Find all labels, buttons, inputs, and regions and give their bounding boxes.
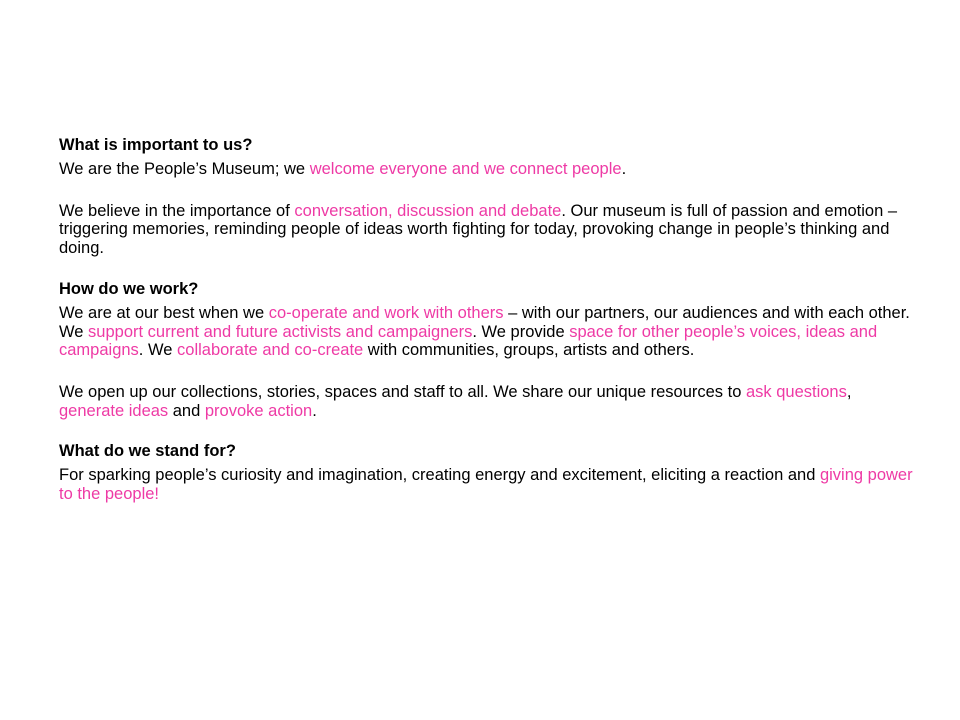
highlight-run: co-operate and work with others — [268, 303, 504, 322]
paragraph-sparking — [59, 466, 920, 503]
paragraph-peoples-museum — [59, 160, 920, 179]
text-run: and — [168, 401, 205, 420]
text-run: We believe in the importance of — [59, 201, 295, 220]
paragraph-open-up — [59, 383, 920, 420]
highlight-run: giving power to the people! — [59, 466, 913, 504]
section-important — [59, 135, 920, 258]
section-stand-for — [59, 441, 920, 503]
text-run: For sparking people’s curiosity and imagination, creating energy and excitement, eliciting a reaction and — [59, 466, 820, 485]
text-run: . — [621, 160, 627, 178]
text-run: We open up our collections, stories, spaces and staff to all. We share our unique resources to — [59, 382, 746, 401]
highlight-run: conversation, discussion and debate — [294, 201, 562, 220]
section-how-we-work — [59, 279, 920, 421]
text-run: . Our museum is full of passion and emotion – triggering memories, reminding people of ideas worth fighting for today, provoking change in people’s thinking and doing. — [59, 201, 898, 258]
text-run: . We — [138, 341, 178, 360]
text-run: . We provide — [472, 322, 570, 341]
text-run: . — [312, 401, 317, 420]
text-run: with communities, groups, artists and others. — [363, 341, 695, 360]
highlight-run: provoke action — [204, 401, 313, 420]
highlight-run: support current and future activists and campaigners — [88, 322, 473, 341]
paragraph-conversation — [59, 202, 920, 258]
text-run: We are at our best when we — [59, 303, 269, 322]
paragraph-cooperate — [59, 304, 920, 360]
heading-stand-for: What do we stand for? — [59, 442, 236, 461]
highlight-run: collaborate and co-create — [177, 341, 364, 360]
text-run: , — [846, 382, 852, 401]
highlight-run: welcome everyone and we connect people — [309, 160, 622, 178]
highlight-run: space for other people’s voices, ideas and campaigns — [59, 322, 878, 360]
heading-how-we-work: How do we work? — [59, 279, 199, 298]
text-run: We are the People’s Museum; we — [59, 160, 310, 178]
heading-important: What is important to us? — [59, 136, 253, 154]
highlight-run: generate ideas — [59, 401, 169, 420]
highlight-run: ask questions — [745, 382, 847, 401]
text-run: – with our partners, our audiences and with each other. We — [59, 303, 910, 341]
